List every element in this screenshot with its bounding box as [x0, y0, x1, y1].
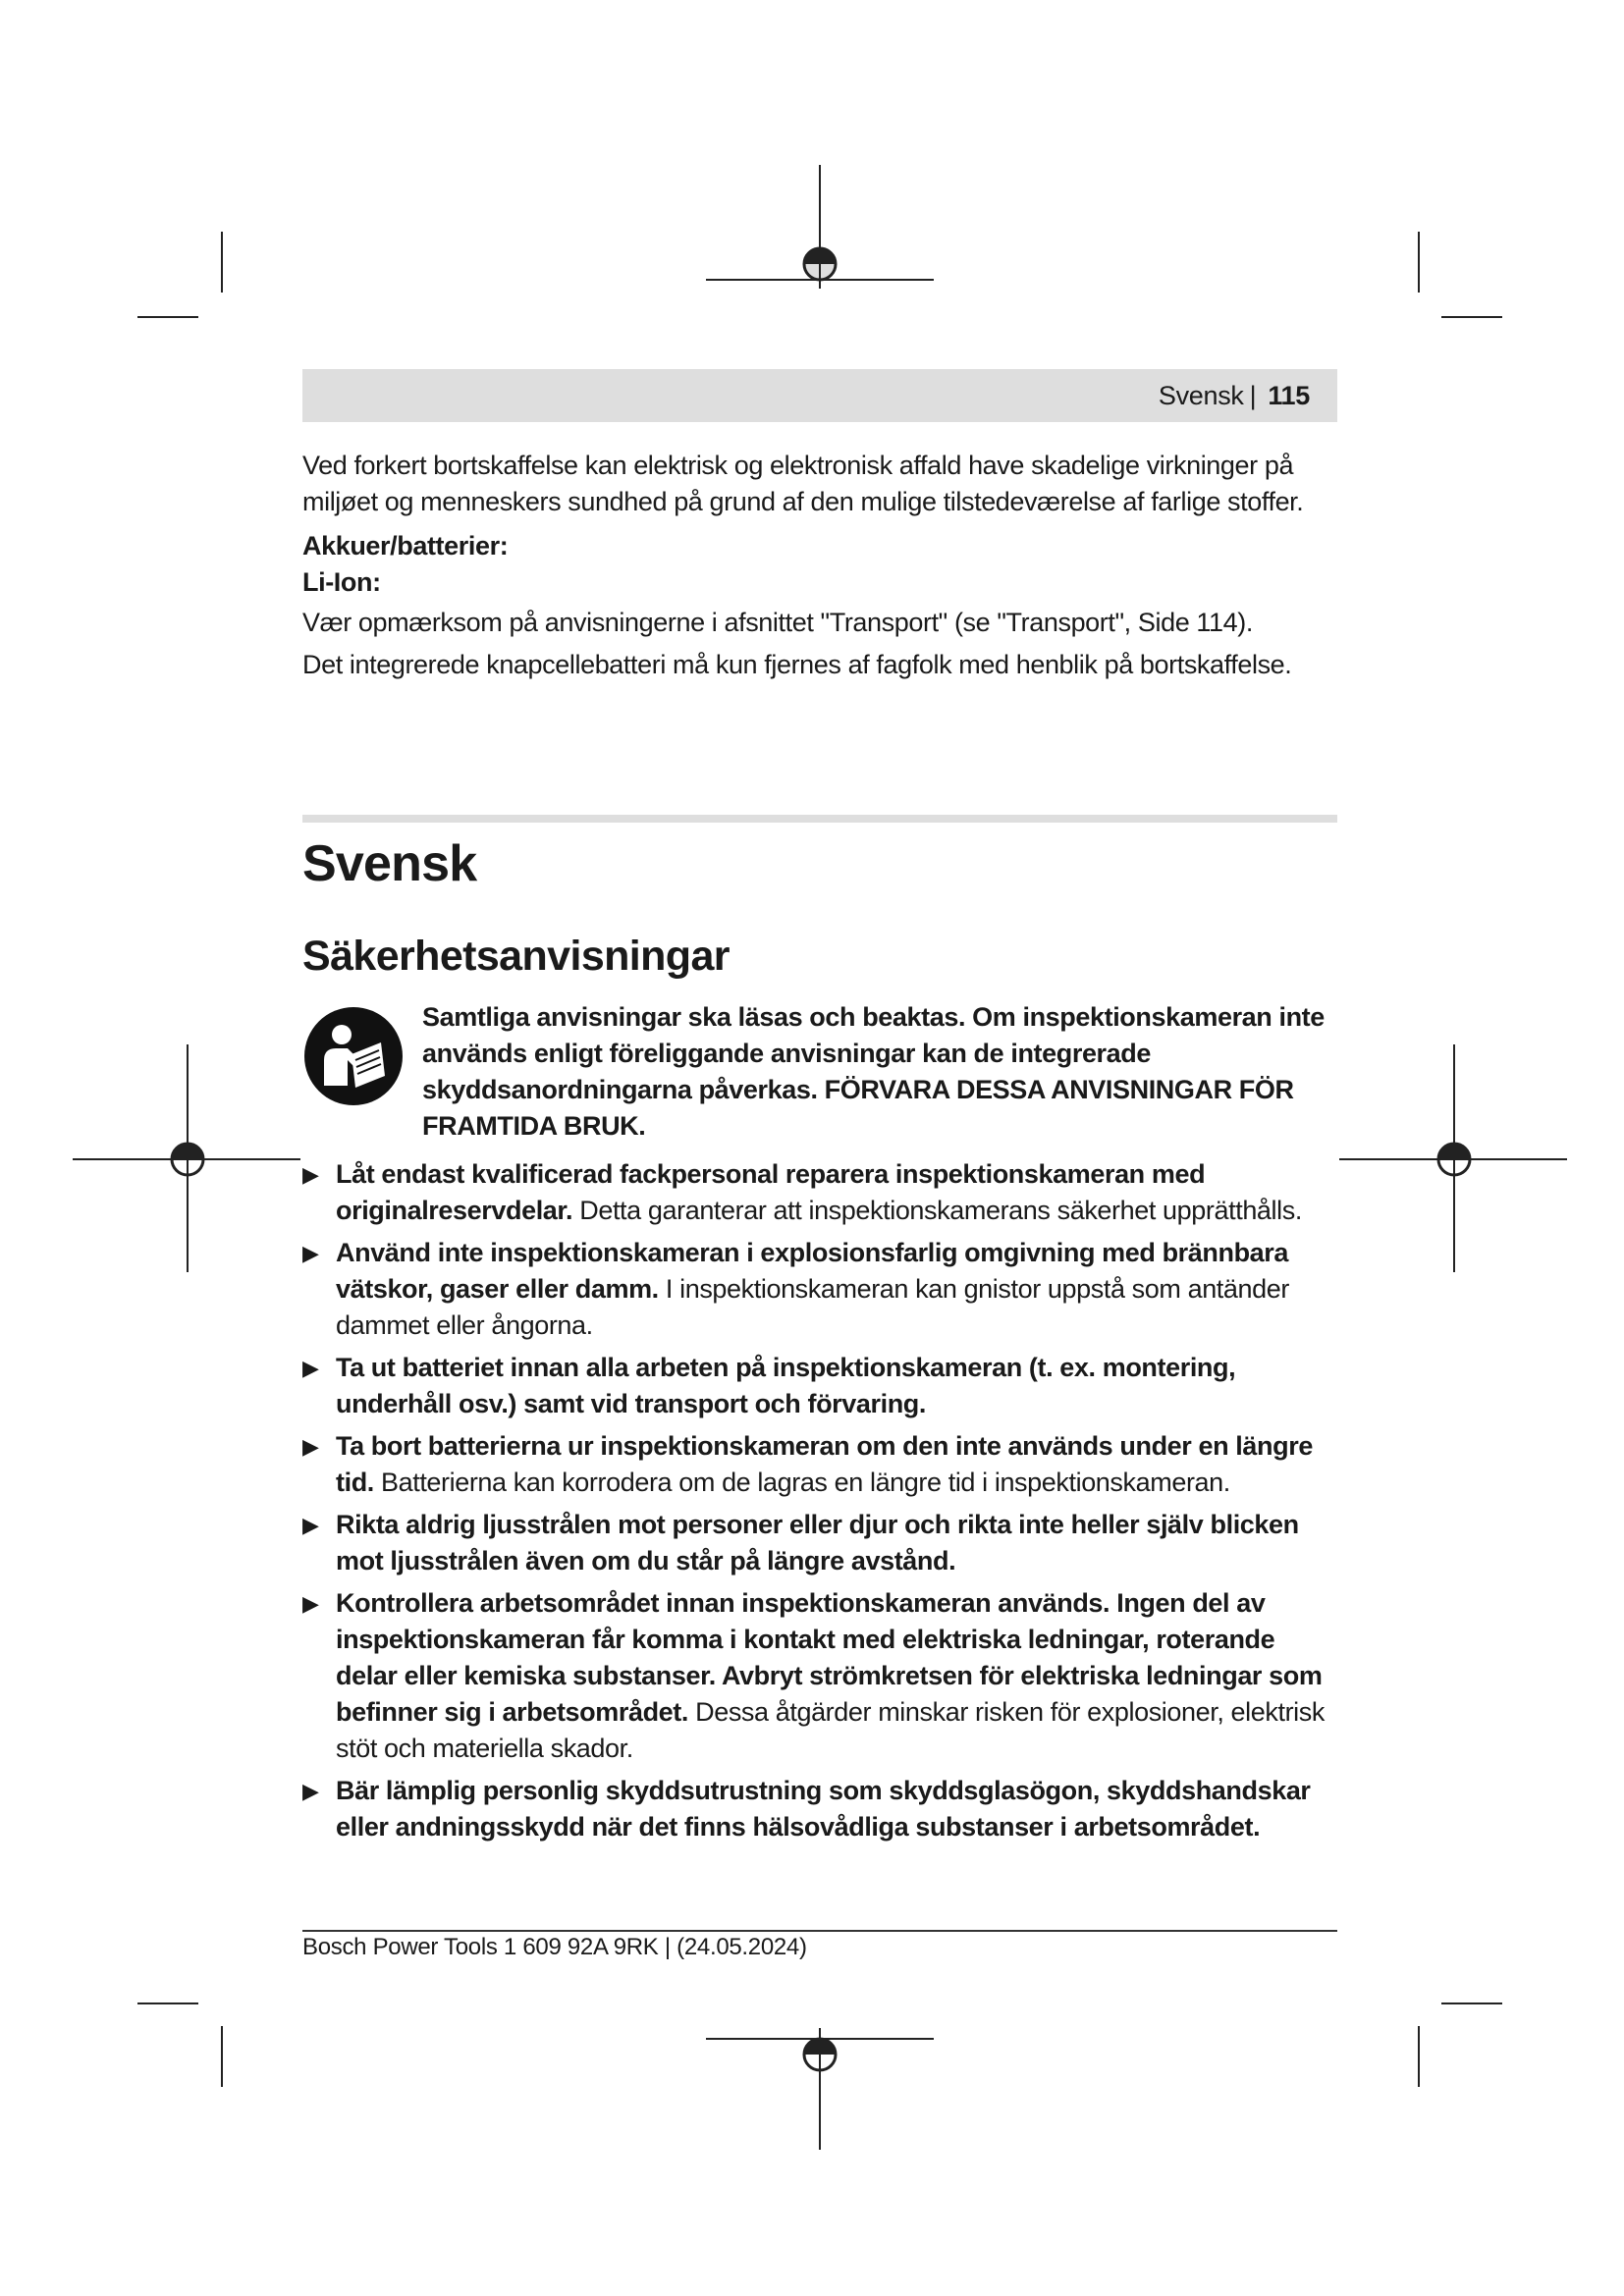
bullet-arrow-icon: ▶ — [302, 1434, 319, 1459]
bullet-bold-text: Bär lämplig personlig skyddsutrustning som skyddsglasögon, skyddshandskar eller andningsskydd när det finns hälsovådliga substanser i arbetsområdet. — [336, 1776, 1311, 1842]
bullet-normal-text: Batterierna kan korrodera om de lagras en längre tid i inspektionskameran. — [373, 1468, 1230, 1497]
bullet-bold-text: Ta ut batteriet innan alla arbeten på inspektionskameran (t. ex. montering, underhåll osv.) samt vid transport och förvaring. — [336, 1353, 1236, 1418]
list-item — [302, 1428, 1341, 1501]
footer-divider — [302, 1930, 1337, 1932]
registration-mark-icon — [793, 2028, 846, 2081]
page-number: 115 — [1268, 380, 1310, 410]
paragraph: Vær opmærksom på anvisningerne i afsnittet "Transport" (se "Transport", Side 114). — [302, 608, 1253, 637]
bullet-arrow-icon: ▶ — [302, 1513, 319, 1537]
bullet-bold-text: Ta bort batterierna ur inspektionskameran om den inte används under en längre tid. — [336, 1431, 1313, 1497]
bullet-normal-text: Detta garanterar att inspektionskamerans säkerhet upprätthålls. — [572, 1196, 1302, 1225]
list-item — [302, 1585, 1341, 1767]
bullet-arrow-icon: ▶ — [302, 1162, 319, 1187]
bullet-bold-text: Låt endast kvalificerad fackpersonal reparera inspektionskameran med originalreservdelar. — [336, 1159, 1206, 1225]
danish-disposal-text — [302, 448, 1337, 683]
header-section: Svensk — [1158, 380, 1244, 410]
subheading: Akkuer/batterier: — [302, 531, 509, 561]
bullet-bold-text: Rikta aldrig ljusstrålen mot personer eller djur och rikta inte heller själv blicken mot ljusstrålen även om du står på längre avstånd. — [336, 1510, 1299, 1575]
registration-mark-icon — [161, 1133, 214, 1186]
subsection-title: Säkerhetsanvisningar — [302, 933, 730, 980]
bullet-arrow-icon: ▶ — [302, 1591, 319, 1616]
list-item — [302, 1156, 1341, 1229]
running-header — [302, 369, 1337, 422]
registration-mark-icon — [1428, 1133, 1481, 1186]
safety-list — [302, 1156, 1341, 1851]
paragraph: Ved forkert bortskaffelse kan elektrisk og elektronisk affald have skadelige virkninger på miljøet og menneskers sundhed på grund af den mulige tilstedeværelse af farlige stoffer. — [302, 451, 1304, 516]
section-divider — [302, 815, 1337, 823]
bullet-arrow-icon: ▶ — [302, 1356, 319, 1380]
list-item — [302, 1773, 1341, 1845]
bullet-normal-text: I inspektionskameran kan gnistor uppstå som antänder dammet eller ångorna. — [336, 1274, 1289, 1340]
footer-text: Bosch Power Tools 1 609 92A 9RK | (24.05.2024) — [302, 1934, 807, 1960]
list-item — [302, 1350, 1341, 1422]
bullet-bold-text: Använd inte inspektionskameran i explosionsfarlig omgivning med brännbara vätskor, gaser eller damm. — [336, 1238, 1289, 1304]
registration-mark-icon — [793, 238, 846, 291]
bullet-bold-text: Kontrollera arbetsområdet innan inspektionskameran används. Ingen del av inspektionskameran får komma i kontakt med elektriska ledningar, roterande delar eller kemiska substanser. Avbryt strömkretsen för elektriska ledningar som befinner sig i arbetsområdet. — [336, 1588, 1323, 1727]
bullet-arrow-icon: ▶ — [302, 1779, 319, 1803]
intro-text: Samtliga anvisningar ska läsas och beaktas. Om inspektionskameran inte används enligt föreliggande anvisningar kan de integrerade skyddsanordningarna påverkas. FÖRVARA DESSA ANVISNINGAR FÖR FRAMTIDA BRUK. — [422, 1002, 1325, 1141]
list-item — [302, 1235, 1341, 1344]
section-title: Svensk — [302, 835, 477, 892]
safety-intro — [302, 999, 1337, 1145]
paragraph: Det integrerede knapcellebatteri må kun fjernes af fagfolk med henblik på bortskaffelse. — [302, 650, 1292, 679]
header-separator: | — [1249, 380, 1257, 410]
read-manual-icon — [302, 1005, 405, 1107]
list-item — [302, 1507, 1341, 1579]
bullet-arrow-icon: ▶ — [302, 1241, 319, 1265]
bullet-normal-text: Dessa åtgärder minskar risken för explosioner, elektrisk stöt och materiella skador. — [336, 1697, 1325, 1763]
subheading: Li-Ion: — [302, 567, 381, 597]
